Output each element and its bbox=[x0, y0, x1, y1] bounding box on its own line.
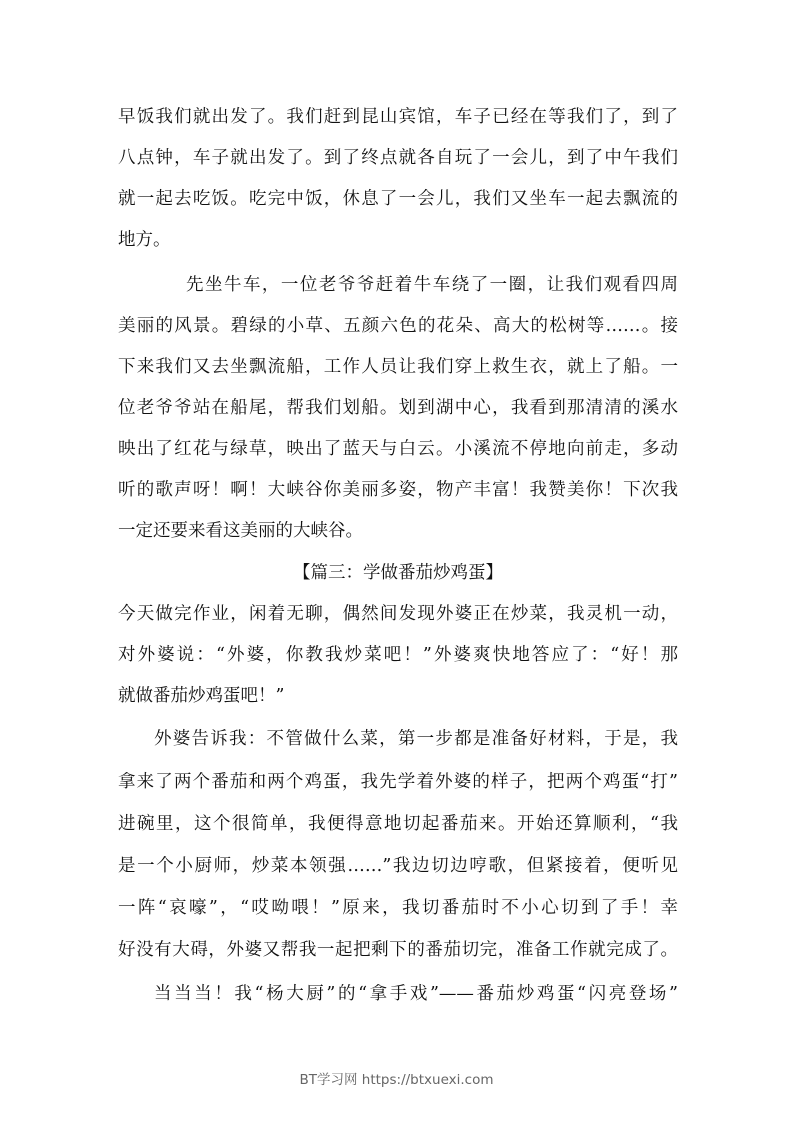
text-line: 映出了红花与绿草，映出了蓝天与白云。小溪流不停地向前走，多动 bbox=[118, 439, 678, 459]
text-line: 当当当！我“杨大厨”的“拿手戏”——番茄炒鸡蛋“闪亮登场” bbox=[154, 984, 678, 1004]
text-line: 先坐牛车，一位老爷爷赶着牛车绕了一圈，让我们观看四周 bbox=[186, 275, 678, 295]
text-line: 就做番茄炒鸡蛋吧！” bbox=[118, 686, 285, 706]
footer-watermark: BT学习网 https://btxuexi.com bbox=[299, 1072, 494, 1088]
text-line: 早饭我们就出发了。我们赶到昆山宾馆，车子已经在等我们了，到了 bbox=[118, 107, 678, 127]
text-line: 进碗里，这个很简单，我便得意地切起番茄来。开始还算顺利，“我 bbox=[118, 814, 678, 834]
text-line: 位老爷爷站在船尾，帮我们划船。划到湖中心，我看到那清清的溪水 bbox=[118, 398, 678, 418]
text-line: 八点钟，车子就出发了。到了终点就各自玩了一会儿，到了中午我们 bbox=[118, 148, 678, 168]
text-line: 好没有大碍，外婆又帮我一起把剩下的番茄切完，准备工作就完成了。 bbox=[118, 940, 678, 960]
text-line: 一定还要来看这美丽的大峡谷。 bbox=[118, 521, 363, 541]
text-line: 是一个小厨师，炒菜本领强……”我边切边哼歌，但紧接着，便听见 bbox=[118, 856, 678, 876]
text-line: 外婆告诉我：不管做什么菜，第一步都是准备好材料，于是，我 bbox=[154, 729, 678, 749]
text-line: 对外婆说：“外婆，你教我炒菜吧！”外婆爽快地答应了：“好！那 bbox=[118, 645, 678, 665]
text-line: 听的歌声呀！啊！大峡谷你美丽多姿，物产丰富！我赞美你！下次我 bbox=[118, 480, 678, 500]
text-line: 就一起去吃饭。吃完中饭，休息了一会儿，我们又坐车一起去飘流的 bbox=[118, 189, 678, 209]
text-line: 地方。 bbox=[118, 230, 171, 250]
section-title: 【篇三：学做番茄炒鸡蛋】 bbox=[293, 563, 503, 583]
text-line: 拿来了两个番茄和两个鸡蛋，我先学着外婆的样子，把两个鸡蛋“打” bbox=[118, 772, 678, 792]
text-line: 今天做完作业，闲着无聊，偶然间发现外婆正在炒菜，我灵机一动， bbox=[118, 604, 678, 624]
text-line: 下来我们又去坐飘流船，工作人员让我们穿上救生衣，就上了船。一 bbox=[118, 357, 678, 377]
text-line: 美丽的风景。碧绿的小草、五颜六色的花朵、高大的松树等……。接 bbox=[118, 316, 678, 336]
text-line: 一阵“哀嚎”，“哎呦喂！”原来，我切番茄时不小心切到了手！幸 bbox=[118, 898, 678, 918]
